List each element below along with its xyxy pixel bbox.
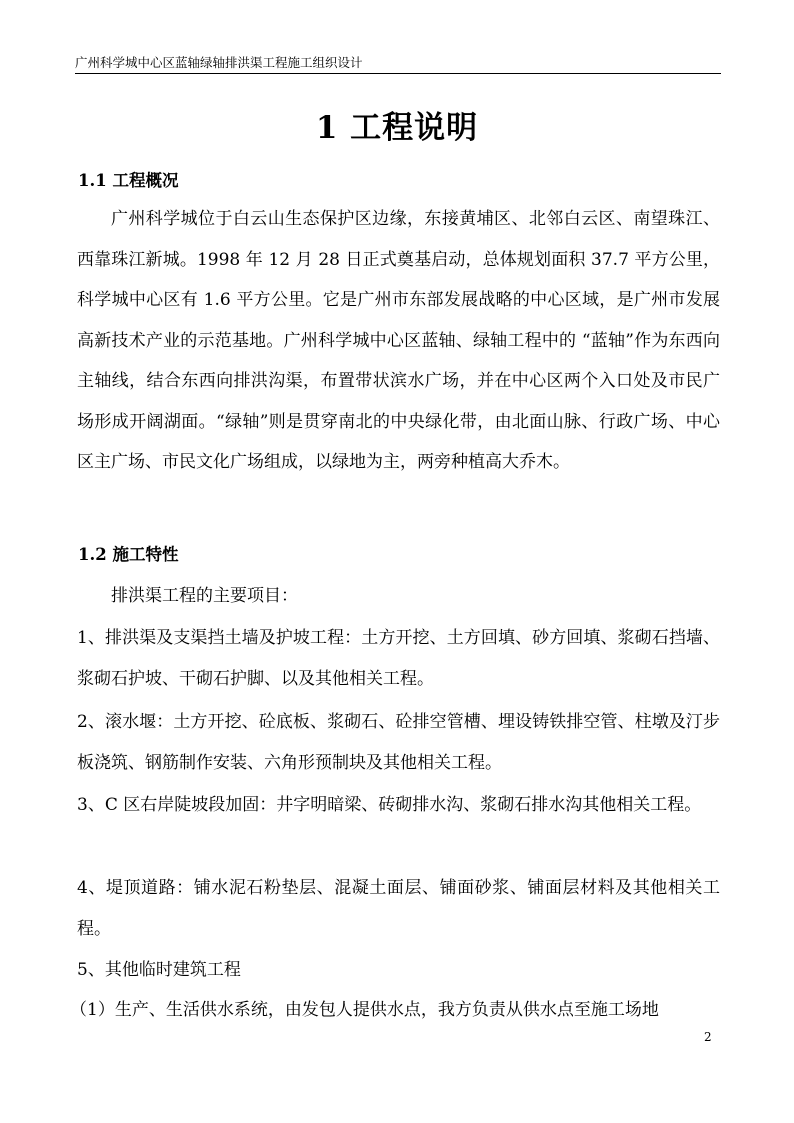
list-item-2: 2、滚水堰：土方开挖、砼底板、浆砌石、砼排空管槽、埋设铸铁排空管、柱墩及汀步板浇筑、钢筋制作安装、六角形预制块及其他相关工程。 bbox=[77, 712, 720, 773]
list-item-5-sub-1: （1）生产、生活供水系统，由发包人提供水点，我方负责从供水点至施工场地 bbox=[70, 1000, 659, 1020]
list-item-5: 5、其他临时建筑工程 bbox=[77, 960, 241, 980]
list-item-4: 4、堤顶道路：铺水泥石粉垫层、混凝土面层、铺面砂浆、铺面层材料及其他相关工程。 bbox=[77, 878, 720, 939]
running-title: 广州科学城中心区蓝轴绿轴排洪渠工程施工组织设计 bbox=[75, 55, 363, 70]
section-heading-1-1: 1.1 工程概况 bbox=[78, 171, 179, 190]
page-number: 2 bbox=[704, 1030, 712, 1044]
running-header bbox=[75, 55, 721, 74]
chapter-title: 1 工程说明 bbox=[315, 110, 479, 146]
list-item-1: 1、排洪渠及支渠挡土墙及护坡工程：土方开挖、土方回填、砂方回填、浆砌石挡墙、浆砌石护坡、干砌石护脚、以及其他相关工程。 bbox=[77, 628, 720, 689]
main-items-intro: 排洪渠工程的主要项目： bbox=[111, 586, 298, 606]
section-heading-1-2: 1.2 施工特性 bbox=[78, 545, 179, 564]
overview-paragraph: 广州科学城位于白云山生态保护区边缘，东接黄埔区、北邻白云区、南望珠江、西靠珠江新城。1998 年 12 月 28 日正式奠基启动，总体规划面积 37.7 平方公里，科学城中心区有 1.6 平方公里。它是广州市东部发展战略的中心区域，是广州市发展高新技术产业的示范基地。广州科学城中心区蓝轴、绿轴工程中的 “蓝轴”作为东西向主轴线，结合东西向排洪沟渠，布置带状滨水广场，并在中心区两个入口处及市民广场形成开阔湖面。“绿轴”则是贯穿南北的中央绿化带，由北面山脉、行政广场、中心区主广场、市民文化广场组成，以绿地为主，两旁种植高大乔木。 bbox=[77, 209, 720, 472]
list-item-3: 3、C 区右岸陡坡段加固：井字明暗梁、砖砌排水沟、浆砌石排水沟其他相关工程。 bbox=[77, 795, 702, 815]
